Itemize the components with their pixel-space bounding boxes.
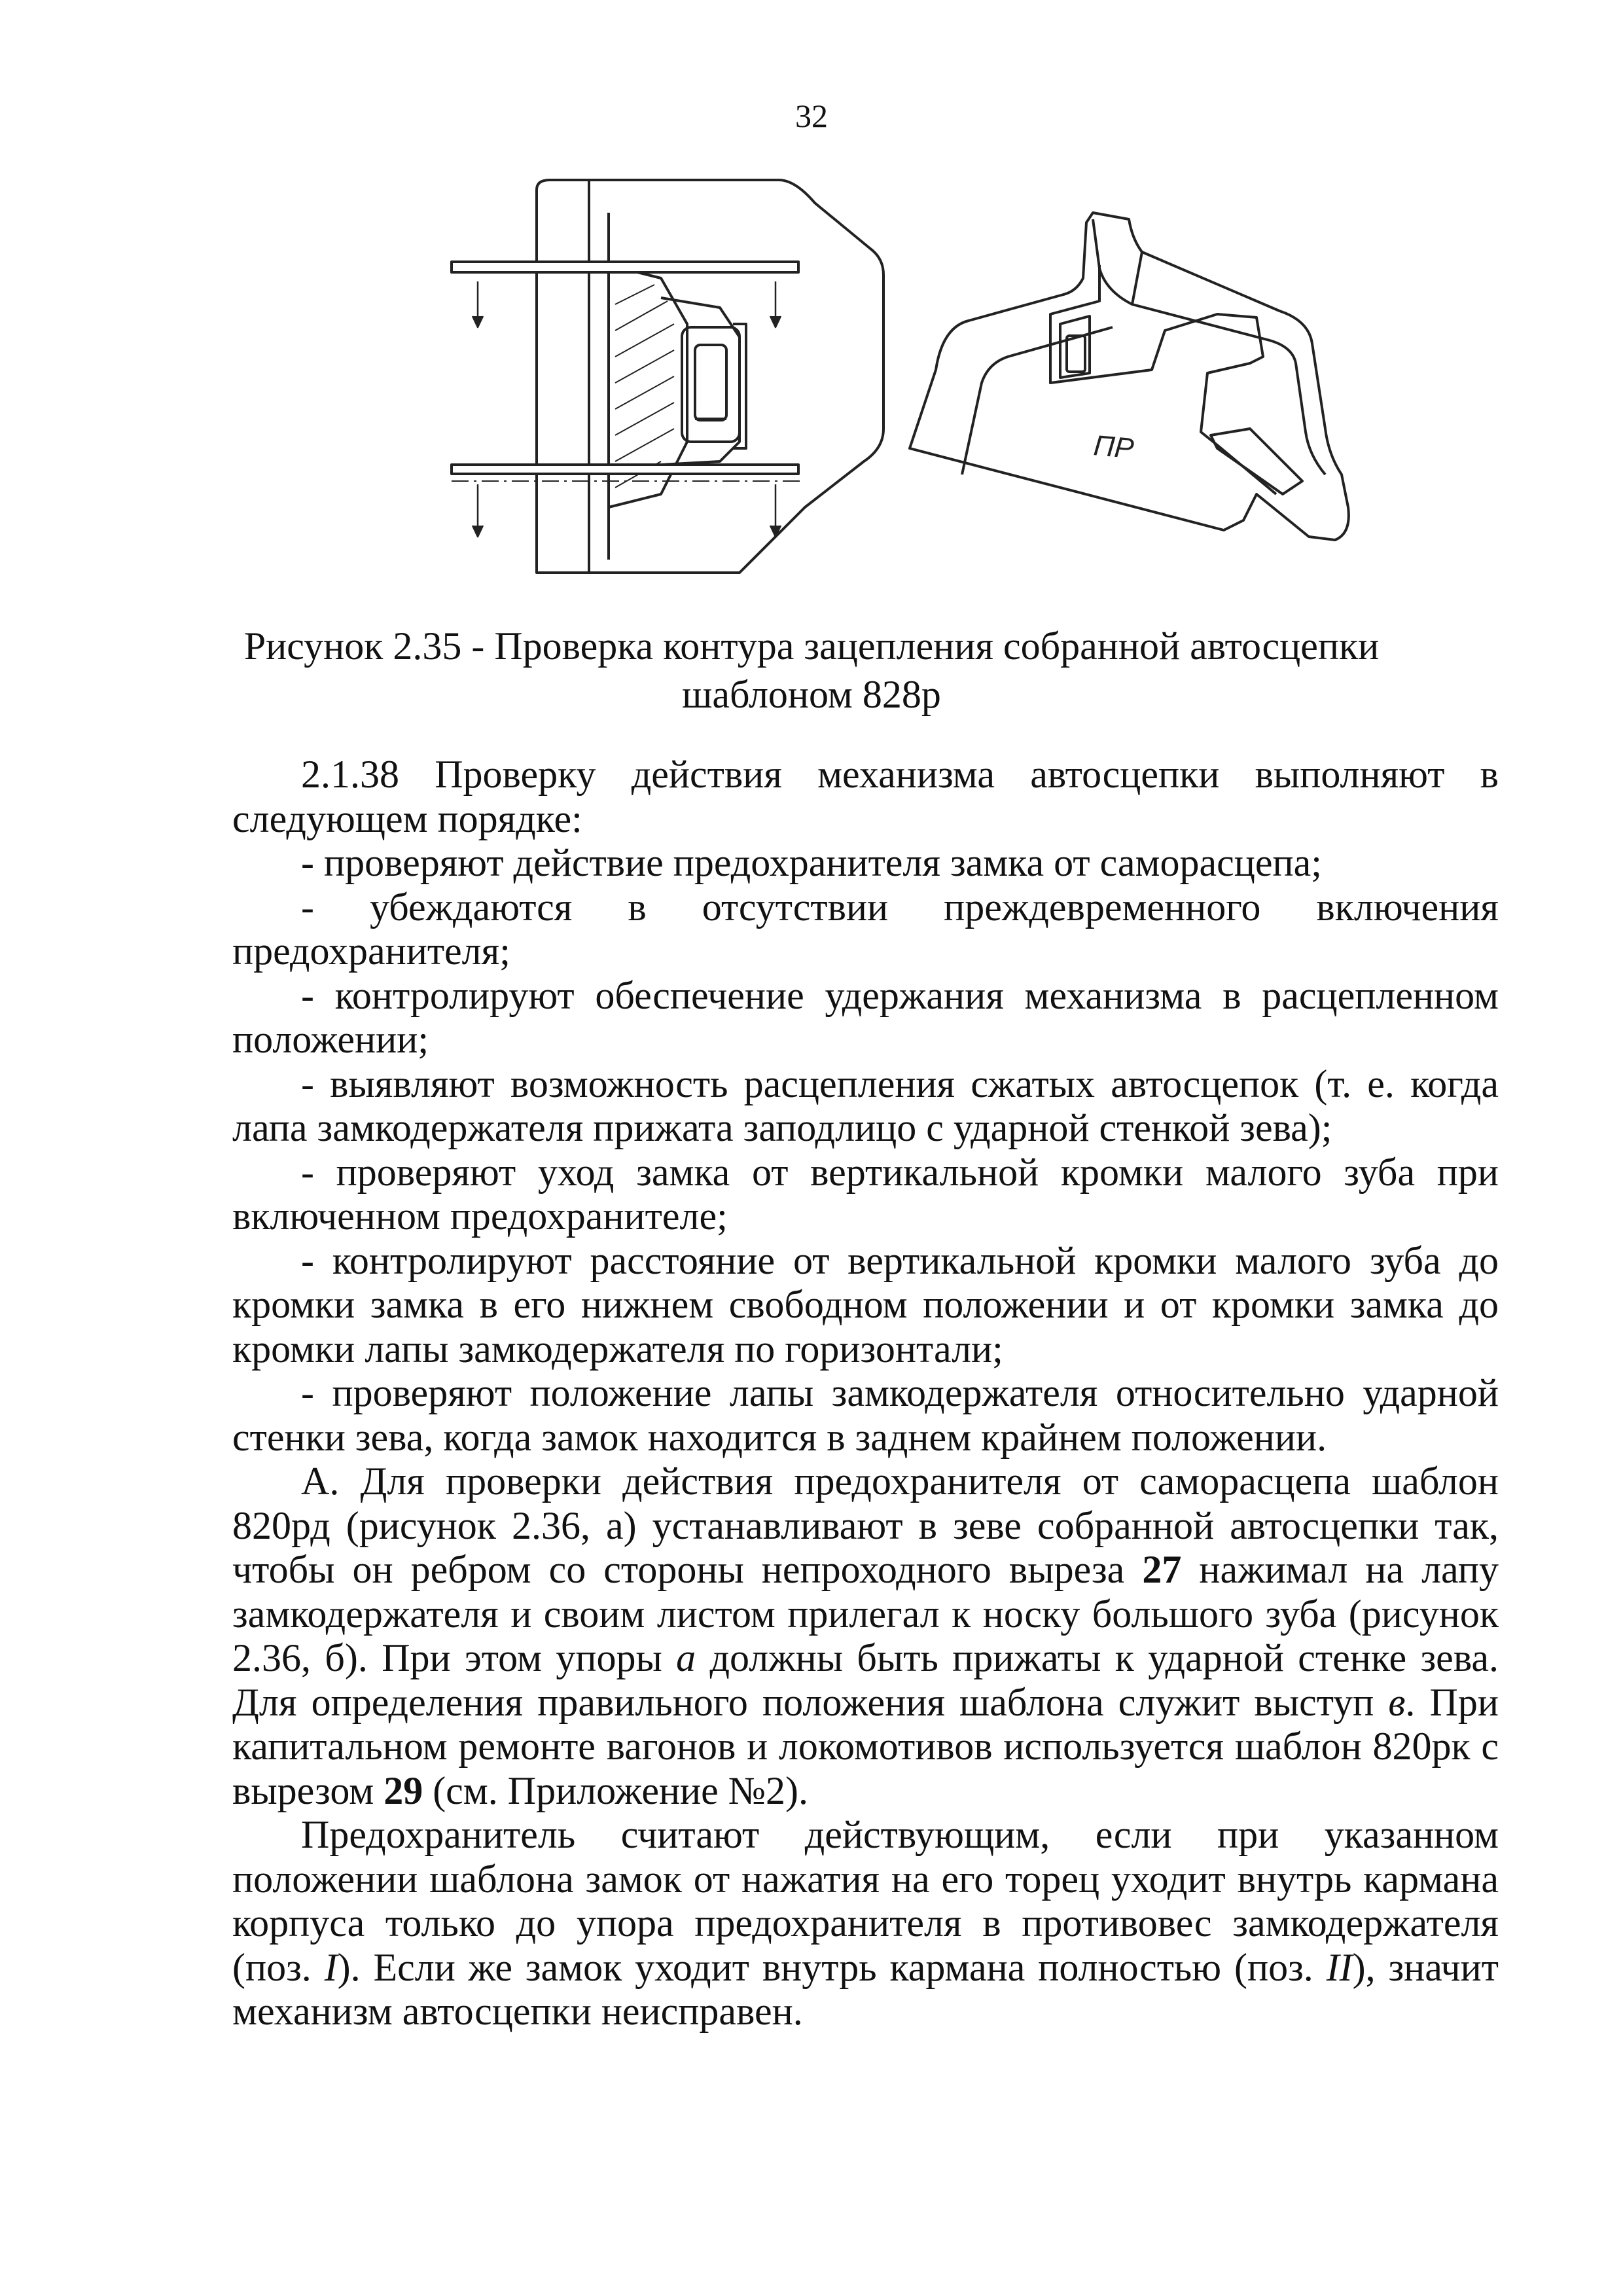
paragraph-2-1-38: 2.1.38 Проверку действия механизма автосцепки выполняют в следующем порядке: (232, 753, 1499, 840)
list-item-7: - проверяют положение лапы замкодержателя относительно ударной стенки зева, когда замок находится в заднем крайнем положении. (232, 1371, 1499, 1459)
template-828r-view (910, 213, 1349, 540)
figure-2-35 (438, 167, 1381, 599)
list-item-3: - контролируют обеспечение удержания механизма в расцепленном положении; (232, 973, 1499, 1061)
list-item-6: - контролируют расстояние от вертикальной кромки малого зуба до кромки замка в его нижнем свободном положении и от кромки замка до кромки лапы замкодержателя по горизонтали; (232, 1238, 1499, 1371)
list-item-1: - проверяют действие предохранителя замка от саморасцепа; (301, 841, 1322, 884)
caption-line-1: Рисунок 2.35 - Проверка контура зацепления собранной автосцепки (243, 624, 1380, 668)
stop-a-label: а (676, 1636, 696, 1679)
position-ii-label: II (1326, 1945, 1353, 1989)
position-i-label: I (324, 1945, 338, 1989)
paragraph-a: А. Для проверки действия предохранителя от саморасцепа шаблон 820рд (рисунок 2.36, а) устанавливают в зеве собранной автосцепки так, чтобы он ребром со стороны непроходного выреза 27 нажимал на лапу замкодержателя и своим листом прилегал к носку большого зуба (рисунок 2.36, б). При этом упоры а должны быть прижаты к ударной стенке зева. Для определения правильного положения шаблона служит выступ в. При капитальном ремонте вагонов и локомотивов используется шаблон 820рк с вырезом 29 (см. Приложение №2). (232, 1460, 1499, 1812)
coupler-head-view (452, 180, 883, 573)
list-item-4: - выявляют возможность расцепления сжатых автосцепок (т. е. когда лапа замкодержателя прижата заподлицо с ударной стенкой зева); (232, 1062, 1499, 1149)
list-item-5: - проверяют уход замка от вертикальной кромки малого зуба при включенном предохранителе; (232, 1150, 1499, 1238)
protrusion-v-label: в (1388, 1680, 1406, 1724)
cutout-number-29: 29 (383, 1768, 423, 1812)
page-number: 32 (795, 98, 828, 134)
list-item-2: - убеждаются в отсутствии преждевременного включения предохранителя; (232, 885, 1499, 973)
body-text (232, 753, 1499, 2034)
figure-caption (196, 622, 1427, 719)
template-marking-pr: ПР (1092, 429, 1135, 465)
coupler-template-drawing (438, 167, 1381, 599)
caption-line-2: шаблоном 828р (682, 673, 941, 716)
cutout-number-27: 27 (1142, 1548, 1182, 1591)
paragraph-b: Предохранитель считают действующим, если при указанном положении шаблона замок от нажатия на его торец уходит внутрь кармана корпуса только до упора предохранителя в противовес замкодержателя (поз. I). Если же замок уходит внутрь кармана полностью (поз. II), значит механизм автосцепки неисправен. (232, 1813, 1499, 2033)
